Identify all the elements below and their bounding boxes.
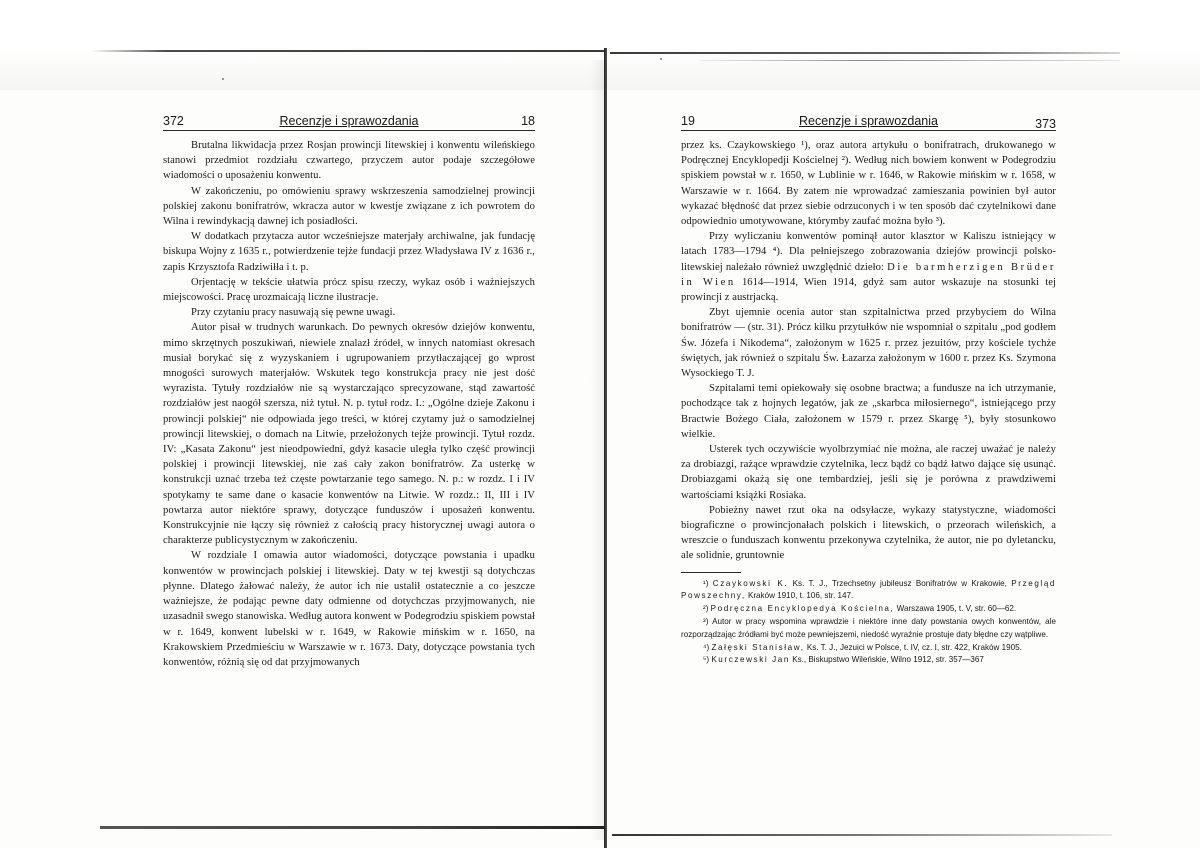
footnotes (681, 578, 1056, 668)
footnote-text: Ks. T. J., Jezuici w Polsce, t. IV, cz. I, str. 422, Kraków 1905. (806, 642, 1022, 652)
paragraph: Orjentację w tekście ułatwia prócz spisu rzeczy, wykaz osób i ważniejszych miejscowości. Pracę urozmaicają liczne ilustracje. (163, 276, 535, 304)
scan-edge-line (610, 52, 1120, 54)
footnote (681, 654, 1056, 667)
footnote-author: Czaykowski K. (712, 578, 789, 588)
running-head (163, 112, 535, 131)
section-number: 18 (521, 114, 535, 128)
footnote-mark: ²) (703, 604, 709, 614)
paragraph: Autor pisał w trudnych warunkach. Do pewnych okresów dziejów konwentu, mimo skrzętnych poszukiwań, niewiele znalazł źródeł, w innych natomiast okresach musiał borykać się z wyzyskaniem i ugrupowaniem przytłaczającej go wprost mnogości surowych materjałów. Wskutek tego konstrukcja pracy nie jest dość wyrazista. Tytuły rozdziałów nie są wystarczająco sprecyzowane, stąd zawartość rozdziałów jest naogół szersza, niż tytuł. N. p. tytuł rodz. I.: „Ogólne dzieje Zakonu i prowincji polskiej“ nie odpowiada jego treści, w której czytamy już o samodzielnej prowincji litewskiej, o domach na Litwie, przełożonych tejże prowincji. Tytuł rozdz. IV: „Kasata Zakonu“ jest nieodpowiedni, gdyż kasacie uległa tylko część prowincji polskiej i prowincji litewskiej, nie zaś cały zakon bonifratrów. Za usterkę w konstrukcji uznać trzeba też częste powtarzanie tego samego. N. p.: w rozdz. I i IV spotykamy te same dane o kasacie konwentów na Litwie. W rozdz.: II, III i IV powtarza autor niektóre sprawy, dotyczące funduszów i uposażeń konwentu. Konstrukcyjnie nie łączy się również z całością pracy historycznej uwagi autora o charakterze publicystycznym w zakończeniu. (163, 322, 535, 547)
right-page (681, 112, 1056, 667)
paragraph: Usterek tych oczywiście wyolbrzymiać nie można, ale raczej uważać je należy za drobiazgi, rażące wprawdzie czytelnika, lecz bądź co bądź łatwo dające się usunąć. Drobiazgami okażą się one tembardziej, jeśli się je porówna z prawdziwemi wartościami książki Rosiaka. (681, 444, 1056, 501)
page-number: 372 (163, 114, 184, 128)
paragraph: przez ks. Czaykowskiego ¹), oraz autora artykułu o bonifratrach, drukowanego w Podręcznej Encyklopedji Kościelnej ²). Według nich bowiem konwent w Podegrodziu spiskiem powstał w r. 1650, w Lublinie w r. 1646, w Rakowie mińskim w r. 1658, w Warszawie w r. 1664. By zatem nie wprowadzać zamieszania powinien był autor wykazać błędność dat przez siebie odrzuconych i w ten sposób dać czytelnikowi dane odpowiednio umotywowane, którymby zaufać można było ³). (681, 140, 1056, 228)
scan-edge-line (612, 834, 1112, 836)
paragraph (681, 229, 1056, 305)
footnote-text: Autor w pracy wspomina wprawdzie i niektóre inne daty powstania owych konwentów, ale rozporządzając źródłami być może pewniejszemi, niedość wyraźnie prostuje daty błędne czy wątpliwe. (681, 617, 1056, 639)
paragraph: Pobieżny nawet rzut oka na odsyłacze, wykazy statystyczne, wiadomości biograficzne o prowincjonałach polskich i litewskich, o przeorach wileńskich, a wreszcie o funduszach konwentu przekonywa czytelnika, że autor, nie po dyletancku, ale solidnie, gruntownie (681, 504, 1056, 562)
paragraph: Zbyt ujemnie ocenia autor stan szpitalnictwa przed przybyciem do Wilna bonifratrów — (str. 31). Prócz kilku przytułków nie wspomniał o szpitalu „pod godłem Św. Józefa i Nikodema“, założonym w 1625 r. przez jezuitów, przy kościele tychże świętych, jak również o szpitalu Św. Łazarza założonym w 1600 r. przez Ks. Szymona Wysockiego T. J. (681, 307, 1056, 380)
paragraph: Szpitalami temi opiekowały się osobne bractwa; a fundusze na ich utrzymanie, pochodzące tak z hojnych legatów, jak ze „skarbca miłosiernego“, istniejącego przy Bractwie Bożego Ciała, założonem w 1579 r. przez Skargę ⁵), były stosunkowo wielkie. (681, 383, 1056, 440)
section-number: 19 (681, 114, 695, 128)
footnote-author: Kurczewski Jan (711, 655, 790, 665)
footnote-source: Przegląd Powszechny, (681, 578, 1057, 601)
footnote-author: Załęski Stanisław, (711, 642, 805, 652)
footnote-mark: ⁵) (703, 655, 710, 665)
scan-edge-line (100, 826, 605, 829)
left-page (163, 112, 535, 670)
paragraph: Przy czytaniu pracy nasuwają się pewne uwagi. (191, 307, 396, 319)
scan-edge-line (90, 50, 605, 52)
body-text (681, 138, 1056, 564)
footnote-rest: Warszawa 1905, t. V, str. 60—62. (896, 604, 1017, 614)
paragraph-text: 1614—1914, Wien 1914, gdyż sam autor wskazuje na stosunki tej prowincji z austrjacką. (681, 276, 1056, 304)
paragraph: W zakończeniu, po omówieniu sprawy wskrzeszenia samodzielnej prowincji polskiej zakonu bonifratrów, wkracza autor w kwestje związane z ich powrotem do Wilna i rewindykacją dawnej ich posiadłości. (163, 185, 535, 228)
paragraph: Brutalna likwidacja przez Rosjan prowincji litewskiej i konwentu wileńskiego stanowi przedmiot rozdziału czwartego, przyczem autor podaje szczegółowe wiadomości o uposażeniu konwentu. (163, 140, 535, 182)
scan-speck (222, 78, 224, 80)
page-number: 373 (1035, 117, 1056, 131)
scan-edge-line (700, 60, 1120, 61)
scan-speck (660, 58, 662, 60)
footnote (681, 578, 1056, 604)
footnote-rule (681, 572, 741, 573)
running-title: Recenzje i sprawozdania (279, 114, 419, 128)
footnote-text: Ks., Biskupstwo Wileńskie, Wilno 1912, str. 357—367 (792, 655, 984, 665)
footnote (681, 616, 1056, 642)
running-title: Recenzje i sprawozdania (799, 114, 938, 128)
footnote-mark: ⁴) (703, 642, 710, 652)
book-gutter (604, 48, 607, 848)
paragraph-text: Przy wyliczaniu konwentów pominął autor klasztor w Kaliszu istniejący w latach 1783—1794 ⁴). Dla pełniejszego zobrazowania dziejów prowincji polsko-litewskiej należało również uwzględnić dzieło: (681, 231, 1056, 273)
footnote (681, 642, 1056, 655)
spaced-title: Die barmherzigen Brüder in Wien (681, 261, 1056, 288)
footnote-text: Ks. T. J., Trzechsetny jubileusz Bonifratrów w Krakowie, (792, 578, 1007, 588)
paragraph: W rozdziale I omawia autor wiadomości, dotyczące powstania i upadku konwentów w prowincjach polskiej i litewskiej. Daty w tej kwestji są dotychczas płynne. Dlatego żałować należy, że autor ich nie ustalił ostatecznie a co jeszcze ważniejsze, że podając pewne daty odmienne od dotychczas przyjmowanych, nie uzasadnił swego stanowiska. Według autora konwent w Podegrodziu spiskiem powstał w r. 1649, konwent lubelski w r. 1649, w Rakowie mińskim w r. 1650, na Krakowskiem Przedmieściu w Warszawie w r. 1673. Daty, dotyczące powstania tych konwentów, różnią się od dat przyjmowanych (163, 550, 535, 668)
footnote (681, 603, 1056, 616)
footnote-source: Podręczna Encyklopedya Kościelna, (710, 604, 895, 614)
gutter-shadow (590, 60, 604, 840)
body-text (163, 138, 535, 670)
running-head (681, 112, 1056, 131)
paragraph: W dodatkach przytacza autor wcześniejsze materjały archiwalne, jak fundację biskupa Wojny z 1635 r., potwierdzenie tejże fundacji przez Władysława IV z 1636 r., zapis Krzysztofa Radziwiłła i t. p. (163, 231, 535, 273)
footnote-mark: ¹) (703, 578, 709, 588)
footnote-rest: Kraków 1910, t. 106, str. 147. (747, 591, 854, 601)
footnote-mark: ³) (703, 617, 709, 627)
